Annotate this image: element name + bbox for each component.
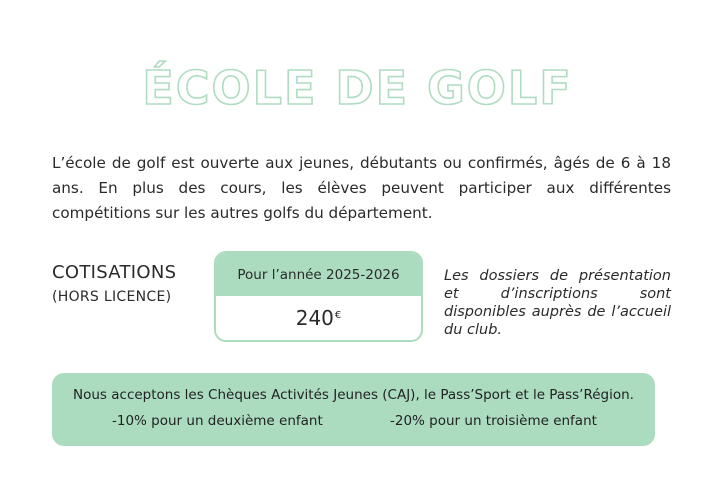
discount-second-child: -10% pour un deuxième enfant	[112, 413, 323, 429]
price-period: Pour l’année 2025-2026	[216, 253, 421, 296]
payment-banner	[52, 373, 655, 446]
cotisations-subheading: (HORS LICENCE)	[52, 289, 172, 305]
intro-paragraph: L’école de golf est ouverte aux jeunes, débutants ou confirmés, âgés de 6 à 18 ans. En plus des cours, les élèves peuvent participer aux différentes compétitions sur les autres golfs du département.	[52, 154, 671, 222]
registration-note: Les dossiers de présentation et d’inscriptions sont disponibles auprès de l’accueil du club.	[444, 268, 671, 338]
page-title: ÉCOLE DE GOLF	[142, 61, 573, 115]
cotisations-heading: COTISATIONS	[52, 262, 177, 283]
discount-third-child: -20% pour un troisième enfant	[390, 413, 597, 429]
price-card	[214, 251, 423, 342]
price-value-row	[216, 296, 421, 340]
accepted-payments-text: Nous acceptons les Chèques Activités Jeunes (CAJ), le Pass’Sport et le Pass’Région.	[73, 387, 634, 403]
price-currency: €	[334, 309, 342, 321]
price-amount: 240	[295, 306, 334, 330]
